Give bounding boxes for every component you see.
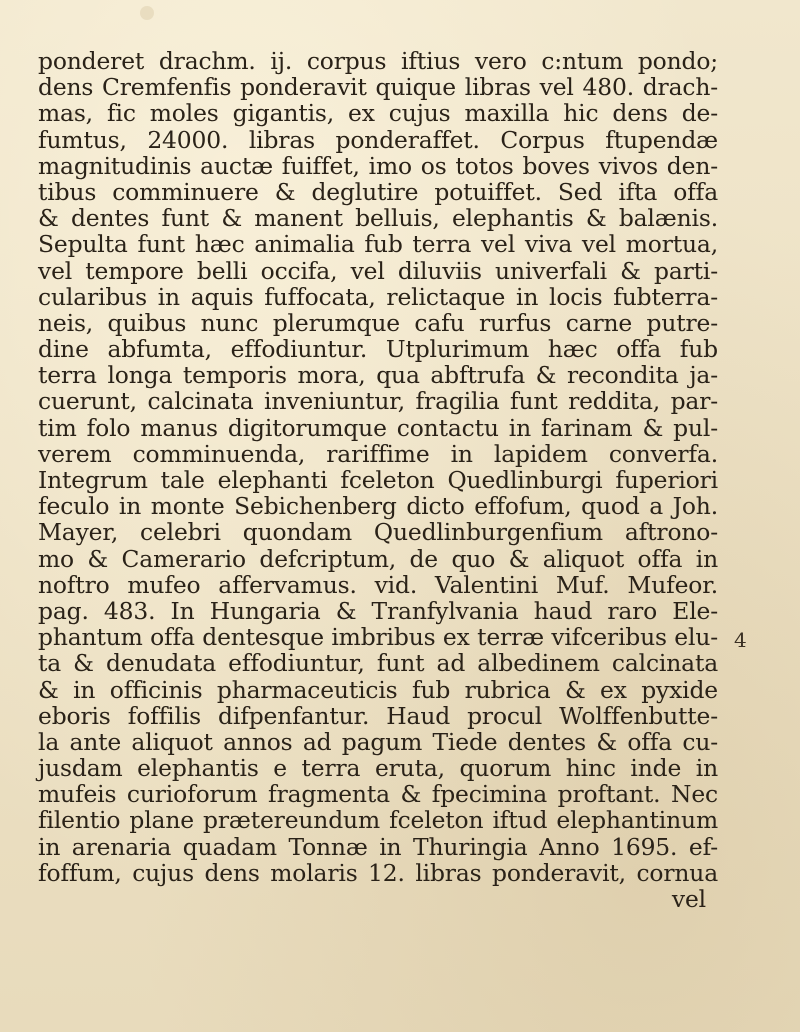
text-line: eboris foffilis difpenfantur. Haud procul Wolffenbutte- <box>38 701 718 730</box>
paper-stain <box>140 6 154 20</box>
text-line: phantum offa dentesque imbribus ex terræ vifceribus elu- <box>38 623 718 652</box>
text-line: vel tempore belli occifa, vel diluviis univerfali & parti- <box>38 256 718 285</box>
text-line: in arenaria quadam Tonnæ in Thuringia Anno 1695. ef- <box>38 832 718 861</box>
text-line: dine abfumta, effodiuntur. Utplurimum hæc offa fub <box>38 335 718 364</box>
text-line: tibus comminuere & deglutire potuiffet. Sed ifta offa <box>38 177 718 206</box>
text-line: ta & denudata effodiuntur, funt ad albedinem calcinata <box>38 649 718 678</box>
latin-text-block <box>38 48 718 912</box>
text-line: cuerunt, calcinata inveniuntur, fragilia funt reddita, par- <box>38 387 718 416</box>
text-line: filentio plane prætereundum fceleton iftud elephantinum <box>38 806 718 835</box>
text-line: & dentes funt & manent belluis, elephantis & balænis. <box>38 204 718 233</box>
text-line: mo & Camerario defcriptum, de quo & aliquot offa in <box>38 544 718 573</box>
text-line: & in officinis pharmaceuticis fub rubrica & ex pyxide <box>38 675 718 704</box>
text-line: magnitudinis auctæ fuiffet, imo os totos boves vivos den- <box>38 151 718 180</box>
catchword: vel <box>671 885 706 913</box>
text-line: mufeis curioforum fragmenta & fpecimina proftant. Nec <box>38 780 718 809</box>
text-line: pag. 483. In Hungaria & Tranfylvania haud raro Ele- <box>38 596 718 625</box>
text-line: Mayer, celebri quondam Quedlinburgenfium aftrono- <box>38 518 718 547</box>
text-line: ponderet drachm. ij. corpus iftius vero c:ntum pondo; <box>38 47 718 75</box>
margin-mark: 4 <box>734 628 747 652</box>
text-line: verem comminuenda, rariffime in lapidem converfa. <box>38 439 718 468</box>
text-line: noftro mufeo affervamus. vid. Valentini Muf. Mufeor. <box>38 570 718 599</box>
text-line: jusdam elephantis e terra eruta, quorum hinc inde in <box>38 754 718 783</box>
text-line: dens Cremfenfis ponderavit quique libras vel 480. drach- <box>38 73 718 102</box>
text-line: foffum, cujus dens molaris 12. libras ponderavit, cornua <box>38 858 718 887</box>
text-line: Integrum tale elephanti fceleton Quedlinburgi fuperiori <box>38 466 718 494</box>
text-line: tim folo manus digitorumque contactu in farinam & pul- <box>38 413 718 442</box>
text-line: neis, quibus nunc plerumque cafu rurfus carne putre- <box>38 308 718 337</box>
text-line: mas, fic moles gigantis, ex cujus maxilla hic dens de- <box>38 99 718 128</box>
text-line: Sepulta funt hæc animalia fub terra vel viva vel mortua, <box>38 230 718 259</box>
text-line: fumtus, 24000. libras ponderaffet. Corpus ftupendæ <box>38 125 718 154</box>
text-line: feculo in monte Sebichenberg dicto effofum, quod a Joh. <box>38 492 718 521</box>
text-line: cularibus in aquis fuffocata, relictaque in locis fubterra- <box>38 282 718 311</box>
text-line: terra longa temporis mora, qua abftrufa & recondita ja- <box>38 361 718 390</box>
text-line: la ante aliquot annos ad pagum Tiede dentes & offa cu- <box>38 727 718 756</box>
